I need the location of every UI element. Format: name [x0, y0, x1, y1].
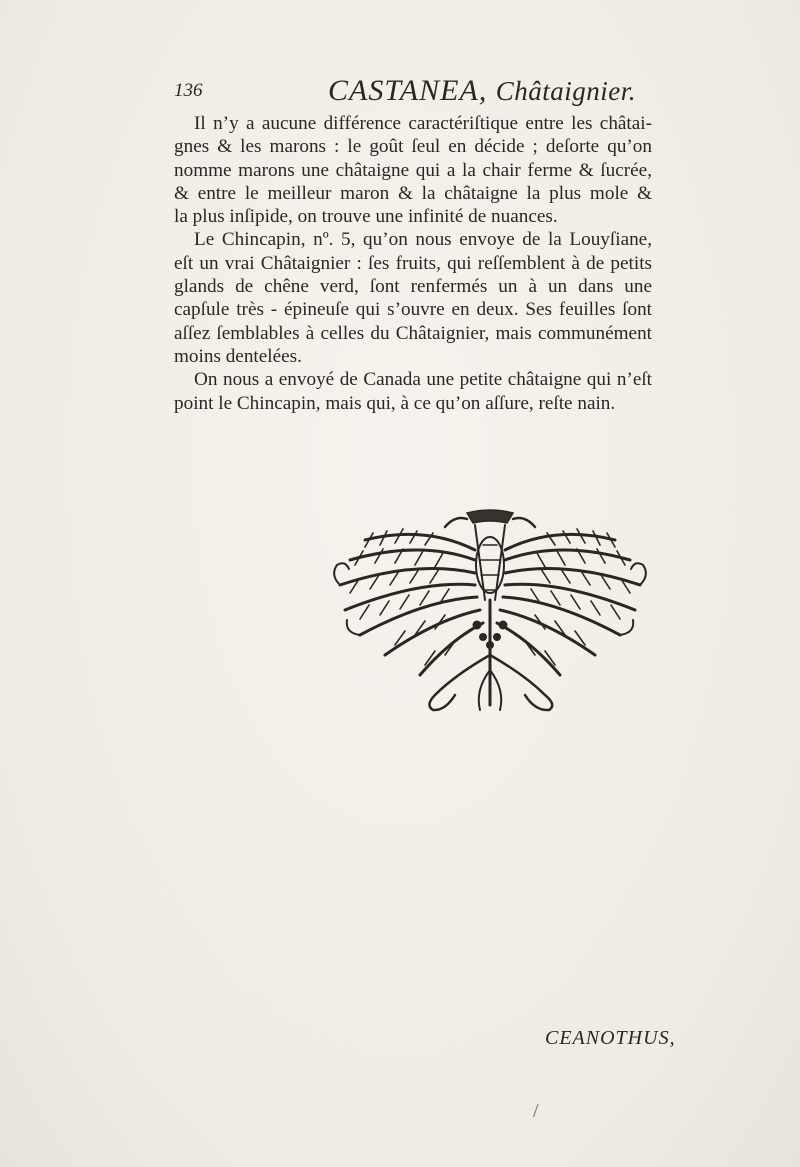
- running-title-genus: CASTANEA,: [328, 74, 488, 107]
- text-line: nomme marons une châtaigne qui a la chair ferme & ſucrée,: [174, 159, 652, 181]
- running-header: [174, 74, 674, 114]
- text-line: point le Chincapin, mais qui, à ce qu’on aſſure, reſte nain.: [174, 392, 616, 414]
- text-line: On nous a envoyé de Canada une petite châtaigne qui n’eſt: [194, 369, 652, 391]
- running-title: [328, 74, 636, 108]
- floral-vignette-icon: [325, 505, 655, 720]
- text-line: moins dentelées.: [174, 345, 302, 367]
- text-line: gnes & les marons : le goût ſeul en décide ; deſorte qu’on: [174, 136, 652, 158]
- text-line: capſule très - épineuſe qui s’ouvre en deux. Ses feuilles ſont: [174, 299, 652, 321]
- catchword: CEANOTHUS,: [545, 1027, 676, 1049]
- running-title-common-name: Châtaignier.: [495, 76, 637, 106]
- text-line: glands de chêne verd, ſont renfermés un à un dans une: [174, 276, 652, 298]
- text-line: eſt un vrai Châtaignier : ſes fruits, qui reſſemblent à de petits: [174, 252, 652, 274]
- text-line: Il n’y a aucune différence caractériſtique entre les châtai-: [194, 113, 652, 134]
- text-line: Le Chincapin, nº. 5, qu’on nous envoye de la Louyſiane,: [194, 229, 652, 251]
- text-line: aſſez ſemblables à celles du Châtaignier, mais communément: [174, 322, 652, 344]
- text-line: & entre le meilleur maron & la châtaigne la plus mole &: [174, 182, 652, 204]
- text-line: la plus inſipide, on trouve une infinité de nuances.: [174, 206, 558, 228]
- page-number: 136: [174, 80, 203, 101]
- body-text: [174, 112, 652, 415]
- stray-mark: /: [533, 1100, 539, 1122]
